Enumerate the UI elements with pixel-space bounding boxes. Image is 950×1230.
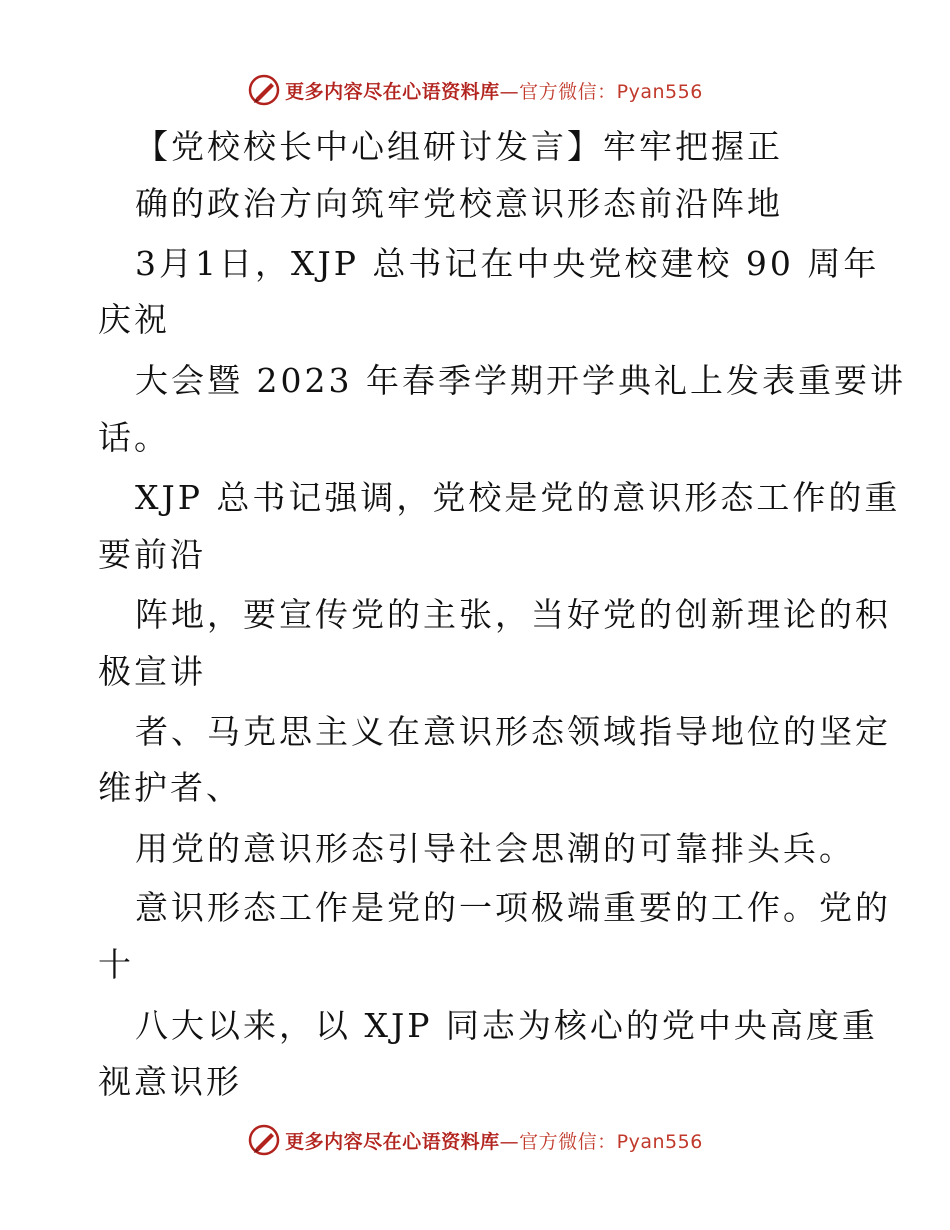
banner-text (285, 1127, 703, 1154)
doc-line: 极宣讲 (98, 652, 206, 691)
doc-line: 视意识形 (98, 1062, 242, 1101)
header-banner (0, 70, 950, 110)
doc-line: 用党的意识形态引导社会思潮的可靠排头兵。 (135, 829, 855, 868)
banner-dash: — (499, 1130, 520, 1153)
doc-line: 庆祝 (98, 300, 170, 339)
doc-line: 大会暨 2023 年春季学期开学典礼上发表重要讲 (135, 361, 906, 400)
banner-site-name: 更多内容尽在心语资料库 (285, 80, 500, 103)
doc-line: 确的政治方向筑牢党校意识形态前沿阵地 (135, 184, 783, 223)
doc-line: 【党校校长中心组研讨发言】牢牢把握正 (135, 127, 783, 166)
banner-dash: — (499, 80, 520, 103)
banner-site-name: 更多内容尽在心语资料库 (285, 1130, 500, 1153)
doc-line: 者、马克思主义在意识形态领域指导地位的坚定 (135, 712, 891, 751)
doc-line: 维护者、 (98, 768, 242, 807)
doc-line: 意识形态工作是党的一项极端重要的工作。党的 (135, 888, 891, 927)
banner-wechat: 官方微信：Pyan556 (519, 1130, 703, 1153)
pen-logo-icon (247, 73, 281, 107)
doc-line: 要前沿 (98, 535, 206, 574)
doc-line: XJP 总书记强调，党校是党的意识形态工作的重 (135, 478, 901, 517)
doc-line: 3月1日，XJP 总书记在中央党校建校 90 周年 (135, 244, 880, 283)
doc-line: 阵地，要宣传党的主张，当好党的创新理论的积 (135, 595, 891, 634)
doc-line: 八大以来，以 XJP 同志为核心的党中央高度重 (135, 1006, 878, 1045)
doc-line: 话。 (98, 418, 170, 457)
pen-logo-icon (247, 1123, 281, 1157)
banner-text (285, 77, 703, 104)
footer-banner (0, 1120, 950, 1160)
doc-line: 十 (98, 945, 134, 984)
banner-wechat: 官方微信：Pyan556 (519, 80, 703, 103)
